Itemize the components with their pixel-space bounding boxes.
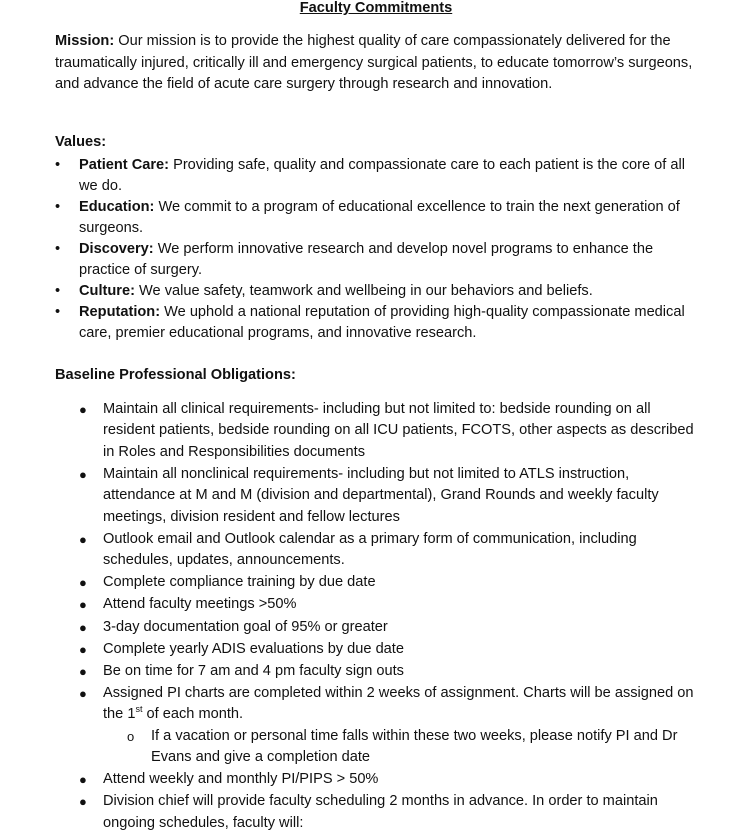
bullet-icon: ● — [79, 597, 87, 613]
value-item-patient-care — [55, 155, 695, 197]
obligation-text: Maintain all nonclinical requirements- including but not limited to ATLS instruction, attendance at M and M (division and departmental), Grand Rounds and weekly faculty meetings, division resident and fellow lectures — [103, 465, 659, 525]
value-text: We value safety, teamwork and wellbeing in our behaviors and beliefs. — [134, 283, 593, 299]
obligations-heading: Baseline Professional Obligations: — [55, 367, 296, 383]
mission-text: Our mission is to provide the highest quality of care compassionately delivered for the traumatically injured, critically ill and emergency surgical patients, to educate tomorrow’s surgeons, and advance the field of acute care surgery through research and innovation. — [55, 33, 693, 93]
value-item-discovery — [55, 239, 695, 281]
obligation-item — [79, 594, 699, 615]
obligation-text: Division chief will provide faculty scheduling 2 months in advance. In order to maintain ongoing schedules, faculty will: — [103, 793, 658, 831]
bullet-icon: ● — [79, 402, 87, 417]
circle-bullet-icon: o — [127, 728, 135, 744]
value-item-culture — [55, 281, 695, 302]
bullet-icon: ● — [79, 466, 87, 482]
obligation-item — [79, 464, 699, 528]
bullet-icon: ● — [79, 663, 87, 679]
obligation-item — [79, 791, 699, 834]
obligation-text-end: of each month. — [142, 706, 244, 723]
bullet-icon: ● — [79, 531, 87, 547]
bullet-icon: • — [55, 157, 61, 173]
mission-paragraph — [55, 31, 695, 96]
bullet-icon: • — [55, 304, 61, 320]
values-heading: Values: — [55, 134, 107, 150]
bullet-icon: ● — [79, 772, 87, 788]
obligation-subitem — [103, 726, 699, 769]
obligation-text: Assigned PI charts are completed within 2 weeks of assignment. Charts will be assigned on the 1 — [103, 684, 694, 723]
obligation-item — [79, 399, 699, 463]
value-text: We perform innovative research and develop novel programs to enhance the practice of surgery. — [79, 241, 654, 278]
bullet-icon: • — [55, 241, 61, 257]
obligation-text: Complete yearly ADIS evaluations by due date — [103, 640, 404, 657]
value-text: Providing safe, quality and compassionate care to each patient is the core of all we do. — [79, 157, 685, 194]
obligation-item — [79, 661, 699, 682]
value-item-reputation — [55, 302, 695, 344]
obligation-text: Attend weekly and monthly PI/PIPS > 50% — [103, 771, 379, 788]
bullet-icon: ● — [79, 619, 87, 635]
obligation-text: Attend faculty meetings >50% — [103, 596, 297, 613]
obligation-subitem-text: If a vacation or personal time falls within these two weeks, please notify PI and Dr Evans and give a completion date — [151, 727, 678, 765]
value-label: Education: — [79, 199, 155, 215]
obligation-item — [79, 529, 699, 572]
obligation-text: Be on time for 7 am and 4 pm faculty sign outs — [103, 662, 404, 679]
value-label: Patient Care: — [79, 157, 170, 173]
mission-label: Mission: — [55, 33, 115, 49]
bullet-icon: ● — [79, 685, 87, 701]
ordinal-superscript: st — [135, 704, 143, 715]
obligation-item-pi-charts — [79, 683, 699, 769]
value-label: Discovery: — [79, 241, 154, 257]
bullet-icon: ● — [79, 575, 87, 591]
obligation-text: 3-day documentation goal of 95% or greater — [103, 618, 388, 635]
obligations-list — [79, 399, 699, 835]
obligation-sublist — [103, 726, 699, 769]
values-list — [55, 155, 695, 344]
value-label: Culture: — [79, 283, 135, 299]
value-label: Reputation: — [79, 304, 161, 320]
obligation-text: Outlook email and Outlook calendar as a primary form of communication, including schedules, updates, announcements. — [103, 530, 637, 569]
bullet-icon: • — [55, 283, 61, 299]
obligation-text: Maintain all clinical requirements- including but not limited to: bedside rounding on all resident patients, bedside rounding on all ICU patients, FCOTS, other aspects as described in Roles and Responsibilities documents — [103, 401, 694, 460]
bullet-icon: • — [55, 199, 61, 215]
bullet-icon: ● — [79, 794, 87, 810]
document-title: Faculty Commitments — [299, 0, 453, 16]
value-item-education — [55, 197, 695, 239]
obligation-item — [79, 617, 699, 638]
value-text: We commit to a program of educational excellence to train the next generation of surgeons. — [79, 199, 680, 236]
obligation-text: Complete compliance training by due date — [103, 574, 376, 591]
obligation-item — [79, 572, 699, 593]
obligation-item — [79, 639, 699, 660]
obligation-item — [79, 769, 699, 790]
bullet-icon: ● — [79, 641, 87, 657]
value-text: We uphold a national reputation of providing high-quality compassionate medical care, premier educational programs, and innovative research. — [79, 304, 685, 341]
